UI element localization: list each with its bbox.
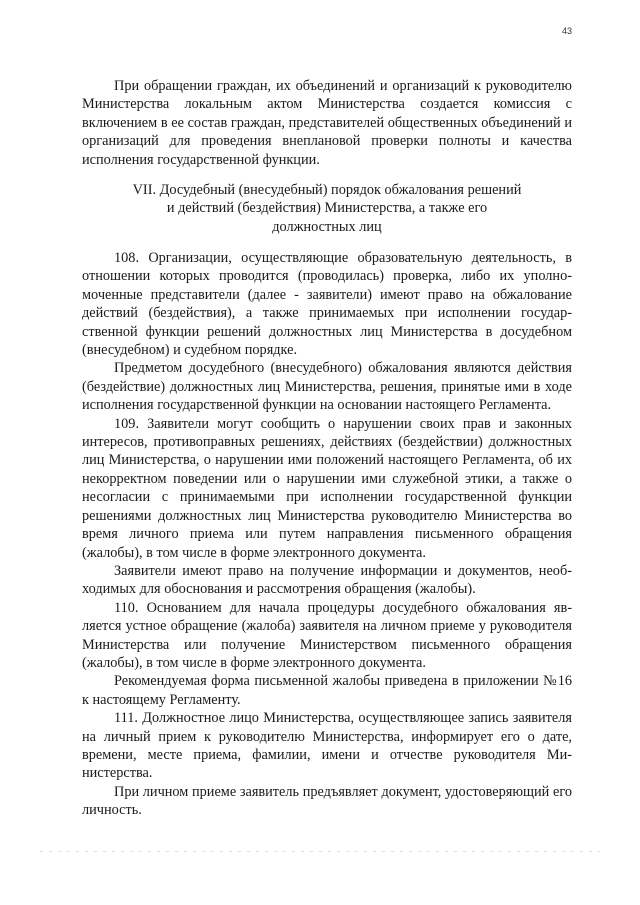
paragraph-identity-document: При личном приеме заявитель предъявляет документ, удостоверяющий его личность. (82, 783, 572, 819)
section-heading-line-1: VII. Досудебный (внесудебный) порядок обжалования решений (132, 182, 522, 198)
section-heading (82, 181, 572, 236)
intro-block (82, 77, 572, 169)
page-number: 43 (561, 26, 572, 36)
paragraph-appeal-subject: Предметом досудебного (внесудебного) обжалования являются действия (бездействие) должностных лиц Министерства, решения, принятые ими в ходе исполнения государственной функции на основании настоящего Регламента. (82, 360, 572, 414)
paragraph-111: 111. Должностное лицо Министерства, осуществляющее запись заявителя на личный прием к руководителю Министерства, информирует его о дате, времени, месте приема, фамилии, имени и отчестве руководителя Министерства. (82, 710, 572, 782)
paragraph-info-right: Заявители имеют право на получение информации и документов, необходимых для обоснования и рассмотрения обращения (жалобы). (82, 562, 572, 598)
paragraph-108: 108. Организации, осуществляющие образовательную деятельность, в отношении которых проводится (проводилась) проверка, либо их уполномоченные представители (далее - заявители) имеют право на обжалование действий (бездействия), а также принимаемых при исполнении государственной функции решений должностных лиц Министерства в досудебном (внесудебном) и судебном порядке. (82, 250, 572, 359)
intro-paragraph: При обращении граждан, их объединений и организаций к руководителю Министерства локальным актом Министерства создается комиссия с включением в ее состав граждан, представителей общественных объединений и организаций для проведения внеплановой проверки полноты и качества исполнения государственной функции. (82, 78, 572, 168)
paragraph-complaint-form: Рекомендуемая форма письменной жалобы приведена в приложении №16 к настоящему Регламенту. (82, 673, 572, 708)
paragraph-110: 110. Основанием для начала процедуры досудебного обжалования является устное обращение (жалоба) заявителя на личном приеме у руководителя Министерства или получение Министерством письменного обращения (жалобы), в том числе в форме электронного документа. (82, 599, 572, 671)
scan-artifact-line (40, 851, 600, 852)
section-heading-line-3: должностных лиц (272, 218, 382, 235)
paragraph-109: 109. Заявители могут сообщить о нарушении своих прав и законных интересов, противоправных решениях, действиях (бездействии) должностных лиц Министерства, о нарушении ими положений настоящего Регламента, об их некорректном поведении или о нарушении ими служебной этики, а также о несогласии с принимаемыми при исполнении государственной функции решениями должностных лиц Министерства руководителю Министерства во время личного приема или путем направления письменного обращения (жалобы), в том числе в форме электронного документа. (82, 415, 572, 561)
section-heading-line-2: и действий (бездействия) Министерства, а также его (166, 200, 488, 217)
main-text-block (82, 249, 572, 820)
